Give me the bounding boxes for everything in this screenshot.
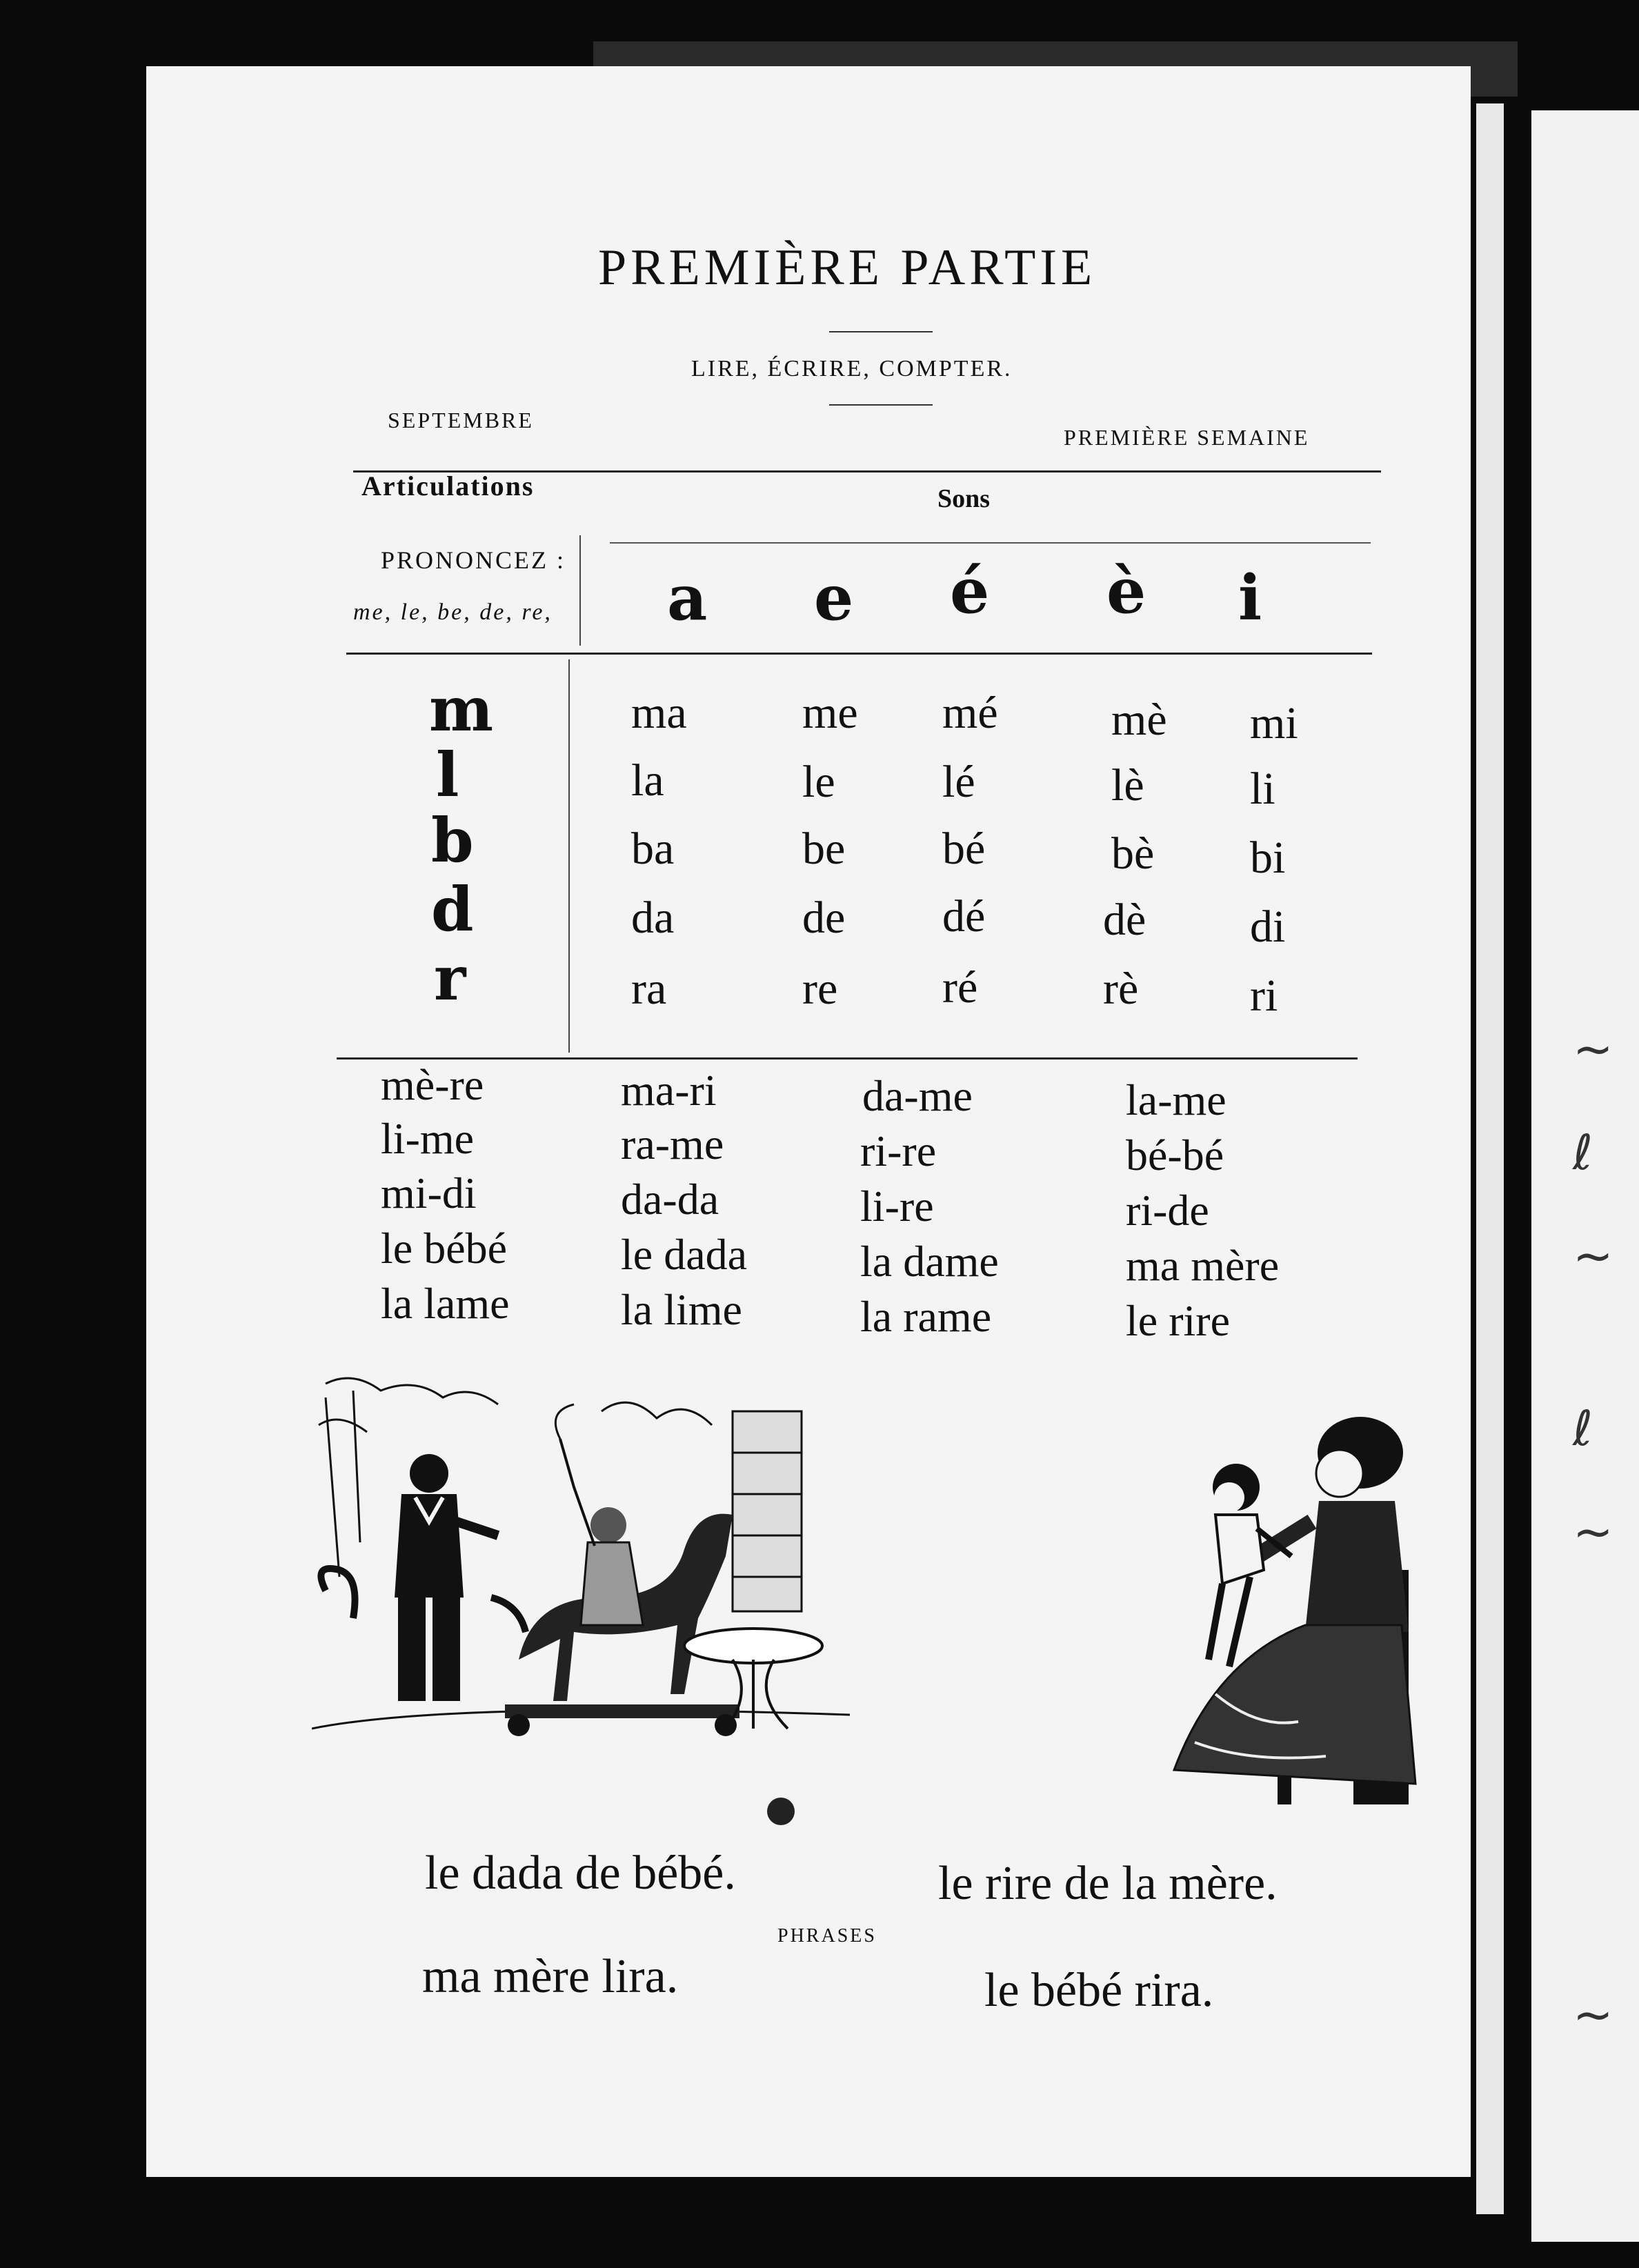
page-subtitle: LIRE, ÉCRIRE, COMPTER.: [691, 356, 1013, 381]
syllable: ré: [942, 962, 978, 1013]
prononcez-label: PRONONCEZ :: [381, 546, 566, 574]
word: le bébé: [381, 1224, 507, 1273]
syllable: bi: [1250, 833, 1286, 883]
word: le rire: [1126, 1296, 1230, 1345]
word: da-me: [862, 1071, 973, 1120]
word: ra-me: [621, 1120, 724, 1168]
boy-figure: [321, 1454, 498, 1701]
book-page: [146, 66, 1471, 2177]
syllable: dé: [942, 891, 986, 942]
syllable: rè: [1103, 964, 1139, 1014]
syllable: bè: [1111, 828, 1155, 879]
syllable: mi: [1250, 698, 1298, 748]
syllable: la: [631, 755, 664, 806]
page-title: PREMIÈRE PARTIE: [598, 239, 1097, 296]
word: da-da: [621, 1175, 719, 1224]
consonant-m: m: [429, 673, 494, 745]
word: ri-de: [1126, 1186, 1209, 1235]
table-bottom-divider: [337, 1057, 1358, 1060]
vowel-e-grave: è: [1106, 555, 1146, 628]
phrase-left: ma mère lira.: [422, 1950, 679, 2003]
syllable: dè: [1103, 895, 1146, 945]
phrase-right: le bébé rira.: [984, 1964, 1214, 2017]
illustration-mere: [1009, 1397, 1491, 1825]
page-edge-right: [1476, 103, 1504, 2214]
word: li-re: [860, 1182, 934, 1231]
consonant-r: r: [434, 942, 466, 1014]
syllable: ra: [631, 964, 667, 1014]
illustration-dada: [312, 1370, 850, 1853]
subtitle-rule: [829, 404, 933, 406]
syllable: mé: [942, 688, 998, 738]
caption-left: le dada de bébé.: [425, 1847, 736, 1900]
word: li-me: [381, 1114, 475, 1163]
word: ri-re: [860, 1126, 937, 1175]
word: mi-di: [381, 1168, 477, 1217]
vowel-e: e: [814, 561, 854, 635]
word: la dame: [860, 1237, 999, 1286]
consonant-l: l: [436, 739, 459, 810]
facing-page: ~ ℓ ~ ℓ ~ ~: [1531, 110, 1639, 2242]
syllable: da: [631, 893, 675, 943]
word: bé-bé: [1126, 1131, 1224, 1180]
word: mè-re: [381, 1060, 484, 1109]
word: la lame: [381, 1279, 510, 1328]
syllable: ma: [631, 688, 687, 738]
prononcez-examples: me, le, be, de, re,: [353, 599, 553, 625]
ball: [767, 1798, 795, 1825]
sons-label: Sons: [937, 484, 991, 513]
month-label: SEPTEMBRE: [388, 408, 534, 432]
baby-figure: [1209, 1464, 1291, 1667]
syllable: bé: [942, 824, 986, 874]
syllable: li: [1250, 764, 1275, 814]
word: la-me: [1126, 1075, 1226, 1124]
consonant-b: b: [431, 804, 474, 876]
syllable: lè: [1111, 760, 1144, 810]
word: le dada: [621, 1230, 747, 1279]
syllable: lé: [942, 757, 975, 807]
articulations-label: Articulations: [361, 470, 535, 501]
title-rule: [829, 331, 933, 332]
mother-figure: [1174, 1417, 1416, 1784]
syllable: ri: [1250, 971, 1278, 1021]
syllable: le: [802, 757, 835, 807]
table-header-divider: [346, 653, 1372, 655]
word: la rame: [860, 1292, 992, 1341]
syllable: me: [802, 688, 858, 738]
syllable: di: [1250, 902, 1286, 952]
consonant-d: d: [431, 873, 474, 945]
phrases-label: PHRASES: [777, 1925, 877, 1947]
vowel-a: a: [667, 561, 708, 635]
word: ma-ri: [621, 1066, 717, 1115]
caption-right: le rire de la mère.: [938, 1857, 1278, 1910]
syllable: be: [802, 824, 846, 874]
word: la lime: [621, 1285, 742, 1334]
week-label: PREMIÈRE SEMAINE: [1064, 425, 1310, 450]
word: ma mère: [1126, 1241, 1280, 1290]
header-column-divider: [579, 535, 581, 646]
syllable: de: [802, 893, 846, 943]
syllable: re: [802, 964, 838, 1014]
sons-rule: [610, 542, 1371, 544]
vowel-i: i: [1238, 561, 1262, 635]
syllable: mè: [1111, 695, 1167, 745]
syllable: ba: [631, 824, 675, 874]
vowel-e-acute: é: [950, 555, 990, 628]
girl-figure: [555, 1404, 643, 1625]
consonant-column-divider: [568, 659, 570, 1053]
